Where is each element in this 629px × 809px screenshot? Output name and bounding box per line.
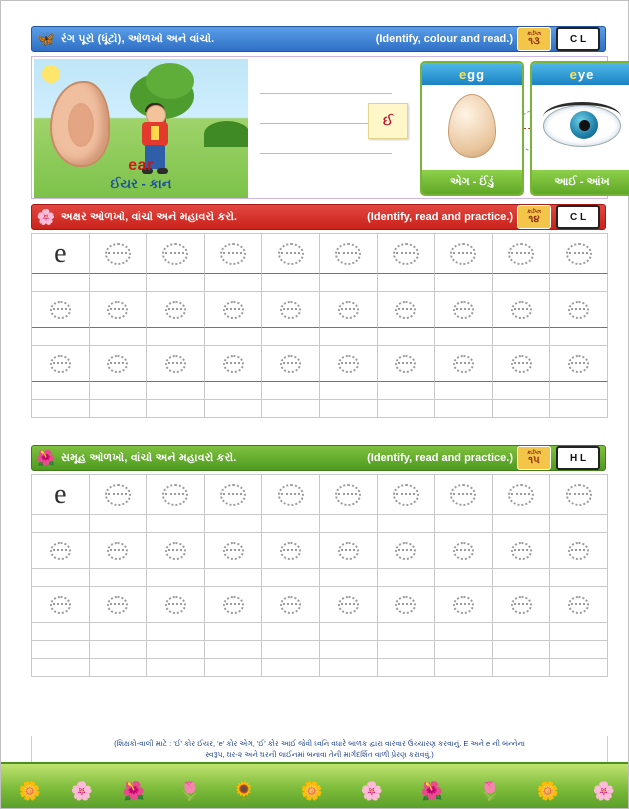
blank-practice-cell[interactable] [147,382,205,400]
blank-practice-cell[interactable] [378,641,436,659]
dotted-letter-e [508,243,534,265]
dotted-letter-e [223,301,244,319]
section-header-small-practice [31,445,606,471]
blank-practice-cell[interactable] [320,659,378,677]
card-egg-first-letter: e [458,66,468,82]
section-header-identify-colour-read [31,26,606,52]
practice-row[interactable] [32,274,608,292]
trace-letter-cell[interactable] [205,475,263,515]
hl-badge: H L [556,446,600,470]
practice-row[interactable] [32,515,608,533]
card-eye-caption: આઈ - આંખ [532,170,629,194]
blank-practice-cell[interactable] [262,569,320,587]
blank-practice-cell[interactable] [493,382,551,400]
trace-letter-cell[interactable] [90,292,148,328]
dotted-letter-e [393,243,419,265]
band2-title-gujarati: અક્ષર ઓળખો, વાંચો અને મહાવરો કરો. [61,210,238,223]
eye-image [532,85,629,167]
dotted-letter-e [280,355,301,373]
blank-practice-cell[interactable] [262,641,320,659]
card-number-badge-3: કાર્ડપત્ર ૧૫ [517,446,551,470]
blank-practice-cell[interactable] [435,400,493,418]
blank-practice-cell[interactable] [550,623,608,641]
blank-practice-cell[interactable] [32,515,90,533]
trace-letter-cell[interactable] [493,292,551,328]
practice-row[interactable] [32,400,608,418]
dotted-letter-e [105,484,131,506]
blank-practice-cell[interactable] [32,400,90,418]
word-remainder: ar [137,157,154,174]
sun-icon [42,65,60,83]
blank-practice-cell[interactable] [147,328,205,346]
dotted-letter-e [223,542,244,560]
blank-practice-cell[interactable] [550,659,608,677]
blank-practice-cell[interactable] [320,382,378,400]
blank-practice-cell[interactable] [550,400,608,418]
eye-lash [543,102,621,117]
blank-practice-cell[interactable] [32,659,90,677]
blank-practice-cell[interactable] [550,515,608,533]
dotted-letter-e [50,301,71,319]
dotted-letter-e [165,542,186,560]
trace-letter-cell[interactable] [550,346,608,382]
dotted-letter-e [450,243,476,265]
blank-practice-cell[interactable] [320,274,378,292]
card-egg-title [422,63,522,85]
band-title-english: (Identify, colour and read.) [375,33,513,45]
practice-row[interactable] [32,641,608,659]
dotted-letter-e [568,542,589,560]
cl-badge: C L [556,27,600,51]
blank-practice-cell[interactable] [378,623,436,641]
flower-icon-d5: 🌻 [232,780,256,801]
dotted-letter-e [395,596,416,614]
dotted-letter-e [280,596,301,614]
blank-practice-cell[interactable] [378,515,436,533]
dotted-letter-e [511,355,532,373]
band2-title-english: (Identify, read and practice.) [367,211,513,223]
dotted-letter-e [338,542,359,560]
flower-icon-d1: 🌼 [18,780,42,801]
trace-letter-cell[interactable] [90,346,148,382]
blank-practice-cell[interactable] [435,328,493,346]
blank-practice-cell[interactable] [493,641,551,659]
trace-letter-cell[interactable] [378,292,436,328]
ear-shape [50,81,110,167]
flower-icon-d7: 🌸 [360,780,384,801]
flower-icon-d6: 🌼 [300,780,324,801]
dotted-letter-e [278,243,304,265]
trace-letter-cell[interactable] [147,234,205,274]
dotted-letter-e [338,355,359,373]
blank-practice-cell[interactable] [493,515,551,533]
flower-icon-d3: 🌺 [122,780,146,801]
trace-letter-cell[interactable] [32,533,90,569]
blank-practice-cell[interactable] [550,382,608,400]
dotted-letter-e [162,243,188,265]
card-egg-title-rest: gg [467,66,486,82]
blank-practice-cell[interactable] [262,328,320,346]
band3-title-english: (Identify, read and practice.) [367,452,513,464]
practice-row[interactable] [32,234,608,274]
guide-line-3 [260,153,392,154]
blank-practice-cell[interactable] [147,641,205,659]
blank-practice-cell[interactable] [147,569,205,587]
blank-practice-cell[interactable] [90,623,148,641]
blank-practice-cell[interactable] [435,569,493,587]
egg-image [422,85,522,167]
blank-practice-cell[interactable] [262,274,320,292]
dotted-letter-e [165,596,186,614]
model-letter-cell[interactable] [32,475,90,515]
flower-icon-2: 🌺 [36,449,56,467]
dotted-letter-e [105,243,131,265]
trace-letter-cell[interactable] [262,533,320,569]
trace-letter-cell[interactable] [320,346,378,382]
blank-practice-cell[interactable] [320,515,378,533]
trace-letter-cell[interactable] [205,346,263,382]
dotted-letter-e [453,542,474,560]
card-eye [530,61,629,196]
teacher-note-line2: સ્વરૂપ, ઘર-૨ અને ઘરની લાઈનમાં બનાવા તેની માર્ગદર્શિત વાળી પ્રેરણ કરાવવું.) [205,750,434,760]
word-gujarati: ઈયર - કાન [110,176,172,191]
dotted-letter-e [280,542,301,560]
dotted-letter-e [566,243,592,265]
trace-letter-cell[interactable] [32,346,90,382]
blank-practice-cell[interactable] [378,328,436,346]
blank-practice-cell[interactable] [32,569,90,587]
word-label [34,157,248,198]
flower-icon-d4: 🌷 [178,780,202,801]
blank-practice-cell[interactable] [320,623,378,641]
trace-letter-cell[interactable] [378,533,436,569]
trace-letter-cell[interactable] [320,234,378,274]
blank-practice-cell[interactable] [90,382,148,400]
dotted-letter-e [453,301,474,319]
trace-letter-cell[interactable] [205,587,263,623]
blank-practice-cell[interactable] [493,623,551,641]
blank-practice-cell[interactable] [147,623,205,641]
card-number-badge-2: કાર્ડપત્ર ૧૪ [517,205,551,229]
word-english [34,157,248,175]
dotted-letter-e [107,596,128,614]
trace-letter-cell[interactable] [262,587,320,623]
practice-row[interactable] [32,292,608,328]
dotted-letter-e [107,301,128,319]
flower-icon: 🌸 [36,208,56,226]
dotted-letter-e [280,301,301,319]
blank-practice-cell[interactable] [90,641,148,659]
dotted-letter-e [107,542,128,560]
dotted-letter-e [395,355,416,373]
blank-practice-cell[interactable] [493,274,551,292]
flower-icon-d10: 🌼 [536,780,560,801]
blank-practice-cell[interactable] [493,659,551,677]
dotted-letter-e [162,484,188,506]
practice-grid-small[interactable] [31,474,608,677]
dotted-letter-e [450,484,476,506]
blank-practice-cell[interactable] [378,400,436,418]
trace-letter-cell[interactable] [550,587,608,623]
dotted-letter-e [566,484,592,506]
flower-icon-d8: 🌺 [420,780,444,801]
practice-row[interactable] [32,475,608,515]
blank-practice-cell[interactable] [435,515,493,533]
card-eye-title [532,63,629,85]
sticky-note-letter: ઈ [368,103,408,139]
practice-row[interactable] [32,346,608,382]
blank-practice-cell[interactable] [90,400,148,418]
practice-grid-capital[interactable] [31,233,608,418]
blank-practice-cell[interactable] [320,400,378,418]
trace-letter-cell[interactable] [205,292,263,328]
trace-letter-cell[interactable] [262,475,320,515]
blank-practice-cell[interactable] [147,515,205,533]
practice-row[interactable] [32,382,608,400]
butterfly-icon: 🦋 [36,30,56,48]
blank-practice-cell[interactable] [550,328,608,346]
flower-icon-d2: 🌸 [70,780,94,801]
blank-practice-cell[interactable] [493,400,551,418]
dotted-letter-e [50,355,71,373]
trace-letter-cell[interactable] [90,587,148,623]
trace-letter-cell[interactable] [550,533,608,569]
trace-letter-cell[interactable] [493,533,551,569]
dotted-letter-e [278,484,304,506]
trace-letter-cell[interactable] [147,346,205,382]
dotted-letter-e [393,484,419,506]
trace-letter-cell[interactable] [147,587,205,623]
trace-letter-cell[interactable] [435,533,493,569]
blank-practice-cell[interactable] [550,274,608,292]
dotted-letter-e [50,596,71,614]
trace-letter-cell[interactable] [32,587,90,623]
card-eye-first-letter: e [569,66,578,82]
blank-practice-cell[interactable] [262,623,320,641]
trace-letter-cell[interactable] [378,346,436,382]
teacher-note-line1: (શિક્ષકો-વાલી માટે : 'ઈ' કોર ઈયર, 'e' કોર એગ, 'ઈ' કોર આઈ જેવી ધ્વનિ વધારે બાળક દ્વારા વારંવાર ઉચ્ચારણ કરવાનું. E અને e ની બંન્નેના [114,739,525,748]
blank-practice-cell[interactable] [205,623,263,641]
practice-row[interactable] [32,587,608,623]
trace-letter-cell[interactable] [262,292,320,328]
trace-letter-cell[interactable] [320,587,378,623]
guide-line-1 [260,93,392,94]
trace-letter-cell[interactable] [493,475,551,515]
trace-letter-cell[interactable] [435,292,493,328]
blank-practice-cell[interactable] [147,274,205,292]
dotted-letter-e [220,484,246,506]
blank-practice-cell[interactable] [262,400,320,418]
dotted-letter-e [338,301,359,319]
dotted-letter-e [511,301,532,319]
trace-letter-cell[interactable] [435,475,493,515]
blank-practice-cell[interactable] [320,328,378,346]
blank-practice-cell[interactable] [90,659,148,677]
dotted-letter-e [568,355,589,373]
eye-shape [543,105,621,147]
dotted-letter-e [338,596,359,614]
trace-letter-cell[interactable] [205,234,263,274]
trace-letter-cell[interactable] [493,346,551,382]
practice-row[interactable] [32,533,608,569]
blank-practice-cell[interactable] [378,659,436,677]
blank-practice-cell[interactable] [262,515,320,533]
card-eye-title-rest: ye [577,66,595,82]
blank-practice-cell[interactable] [147,659,205,677]
flower-icon-d11: 🌸 [592,780,616,801]
boy-shirt [142,122,168,146]
blank-practice-cell[interactable] [32,274,90,292]
illustration-panel [31,56,608,199]
trace-letter-cell[interactable] [90,475,148,515]
dotted-letter-e [50,542,71,560]
blank-practice-cell[interactable] [320,569,378,587]
blank-practice-cell[interactable] [205,569,263,587]
blank-practice-cell[interactable] [493,328,551,346]
dotted-letter-e [335,484,361,506]
blank-practice-cell[interactable] [550,641,608,659]
band3-title-gujarati: સમૂહ ઓળખો, વાંચો અને મહાવરો કરો. [61,451,237,464]
trace-letter-cell[interactable] [550,475,608,515]
trace-letter-cell[interactable] [320,475,378,515]
eye-pupil [579,120,590,131]
dotted-letter-e [508,484,534,506]
section-header-capital-practice [31,204,606,230]
trace-letter-cell[interactable] [435,346,493,382]
blank-practice-cell[interactable] [205,328,263,346]
trace-letter-cell[interactable] [90,533,148,569]
blank-practice-cell[interactable] [90,274,148,292]
trace-letter-cell[interactable] [378,587,436,623]
blank-practice-cell[interactable] [205,659,263,677]
blank-practice-cell[interactable] [262,659,320,677]
model-letter: e [54,478,67,510]
practice-row[interactable] [32,659,608,677]
blank-practice-cell[interactable] [205,382,263,400]
trace-letter-cell[interactable] [378,475,436,515]
trace-letter-cell[interactable] [262,234,320,274]
trace-letter-cell[interactable] [147,475,205,515]
blank-practice-cell[interactable] [90,569,148,587]
dotted-letter-e [395,542,416,560]
dotted-letter-e [453,596,474,614]
trace-letter-cell[interactable] [320,533,378,569]
trace-letter-cell[interactable] [90,234,148,274]
trace-letter-cell[interactable] [493,234,551,274]
model-letter-cell[interactable] [32,234,90,274]
trace-letter-cell[interactable] [32,292,90,328]
blank-practice-cell[interactable] [435,382,493,400]
blank-practice-cell[interactable] [493,569,551,587]
dotted-letter-e [223,596,244,614]
blank-practice-cell[interactable] [320,641,378,659]
trace-letter-cell[interactable] [320,292,378,328]
bush-shape [204,121,248,147]
dotted-letter-e [335,243,361,265]
dotted-letter-e [511,542,532,560]
cl-badge-2: C L [556,205,600,229]
trace-letter-cell[interactable] [550,292,608,328]
blank-practice-cell[interactable] [378,382,436,400]
trace-letter-cell[interactable] [550,234,608,274]
trace-letter-cell[interactable] [147,533,205,569]
blank-practice-cell[interactable] [32,641,90,659]
card-number-badge: કાર્ડપત્ર ૧૩ [517,27,551,51]
blank-practice-cell[interactable] [435,623,493,641]
blank-practice-cell[interactable] [205,515,263,533]
blank-practice-cell[interactable] [32,328,90,346]
trace-letter-cell[interactable] [378,234,436,274]
blank-practice-cell[interactable] [435,659,493,677]
dotted-letter-e [568,301,589,319]
blank-practice-cell[interactable] [262,382,320,400]
trace-letter-cell[interactable] [147,292,205,328]
trace-letter-cell[interactable] [435,587,493,623]
dotted-letter-e [107,355,128,373]
trace-letter-cell[interactable] [493,587,551,623]
dotted-letter-e [220,243,246,265]
dotted-letter-e [395,301,416,319]
egg-shape [448,94,496,158]
tree-foliage-top [146,63,194,99]
card-egg-caption: એગ - ઈંડું [422,170,522,194]
word-first-letter: e [128,157,138,174]
blank-practice-cell[interactable] [205,641,263,659]
grass-decoration [1,762,628,808]
trace-letter-cell[interactable] [205,533,263,569]
blank-practice-cell[interactable] [435,641,493,659]
blank-practice-cell[interactable] [205,400,263,418]
blank-practice-cell[interactable] [147,400,205,418]
band-title-gujarati: રંગ પૂરો (ધૂંટો), ઓળખો અને વાંચો. [61,32,215,45]
card-egg [420,61,524,196]
blank-practice-cell[interactable] [435,274,493,292]
dotted-letter-e [568,596,589,614]
practice-row[interactable] [32,623,608,641]
dotted-letter-e [223,355,244,373]
model-letter: e [54,237,67,269]
trace-letter-cell[interactable] [435,234,493,274]
practice-row[interactable] [32,569,608,587]
dotted-letter-e [453,355,474,373]
flower-icon-d9: 🌷 [478,780,502,801]
blank-practice-cell[interactable] [378,569,436,587]
blank-practice-cell[interactable] [205,274,263,292]
blank-practice-cell[interactable] [32,382,90,400]
blank-practice-cell[interactable] [90,328,148,346]
dotted-letter-e [165,301,186,319]
blank-practice-cell[interactable] [32,623,90,641]
blank-practice-cell[interactable] [90,515,148,533]
blank-practice-cell[interactable] [550,569,608,587]
practice-row[interactable] [32,328,608,346]
dotted-letter-e [511,596,532,614]
dotted-letter-e [165,355,186,373]
trace-letter-cell[interactable] [262,346,320,382]
blank-practice-cell[interactable] [378,274,436,292]
